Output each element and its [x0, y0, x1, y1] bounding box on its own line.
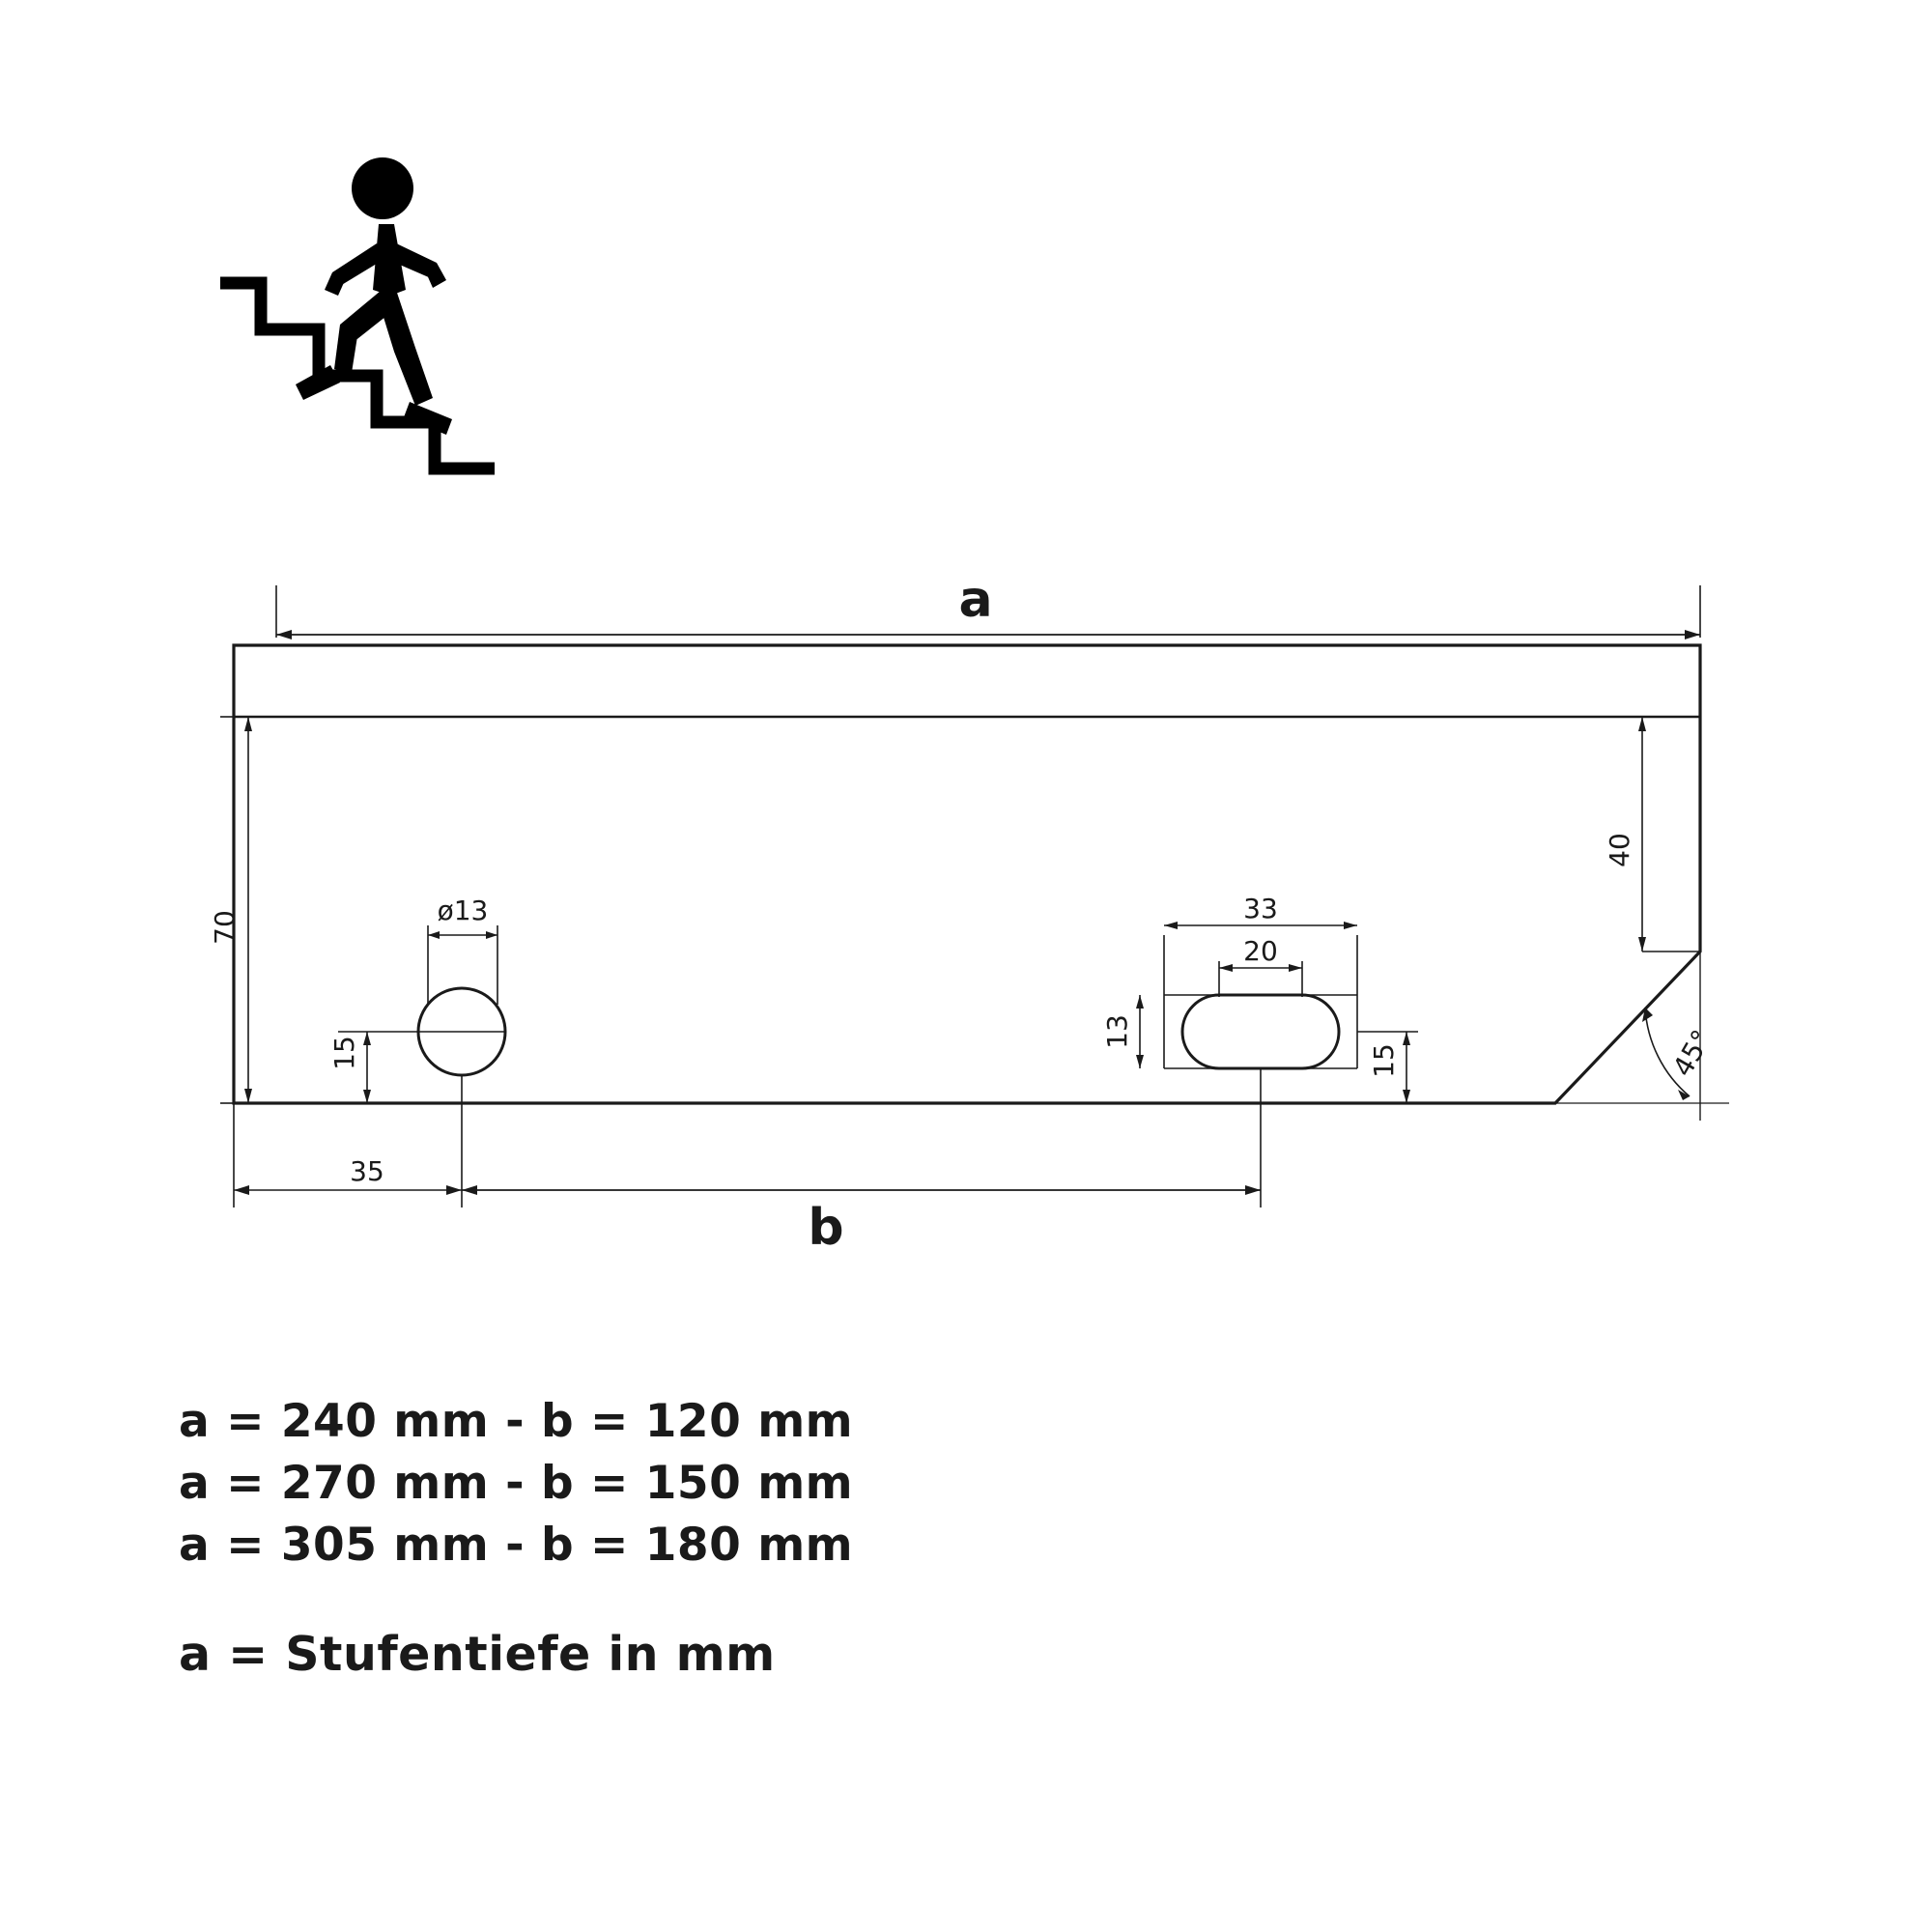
label-slot-height-13: 13 — [1101, 1014, 1133, 1049]
dim-height-40 — [1638, 717, 1700, 952]
label-b: b — [808, 1199, 844, 1257]
label-hole-center-15: 15 — [328, 1036, 360, 1070]
label-slot-inner-20: 20 — [1243, 935, 1278, 967]
label-height-40: 40 — [1604, 833, 1635, 867]
dim-slot-height — [1136, 995, 1144, 1068]
dim-edge-35 — [234, 1075, 462, 1208]
label-edge-35: 35 — [350, 1155, 384, 1187]
label-slot-outer-33: 33 — [1243, 893, 1278, 924]
label-height-70: 70 — [209, 910, 241, 945]
oblong-slot — [1182, 995, 1339, 1068]
stairs-person-icon — [220, 157, 495, 469]
tread-profile-outline — [234, 645, 1700, 1103]
label-a: a — [958, 571, 993, 629]
legend-block — [179, 1391, 1338, 1682]
label-hole-diameter: ø13 — [437, 895, 489, 926]
legend-line-1: a = 240 mm - b = 120 mm — [179, 1395, 854, 1448]
dim-b-spacing — [462, 1068, 1261, 1208]
legend-line-2: a = 270 mm - b = 150 mm — [179, 1457, 854, 1510]
legend-caption: a = Stufentiefe in mm — [179, 1627, 776, 1682]
label-slot-center-15: 15 — [1368, 1043, 1400, 1078]
legend-line-3: a = 305 mm - b = 180 mm — [179, 1519, 854, 1572]
label-angle-45: 45° — [1666, 1024, 1719, 1082]
dim-hole-diameter — [428, 925, 497, 1005]
dim-height-70 — [220, 717, 252, 1103]
